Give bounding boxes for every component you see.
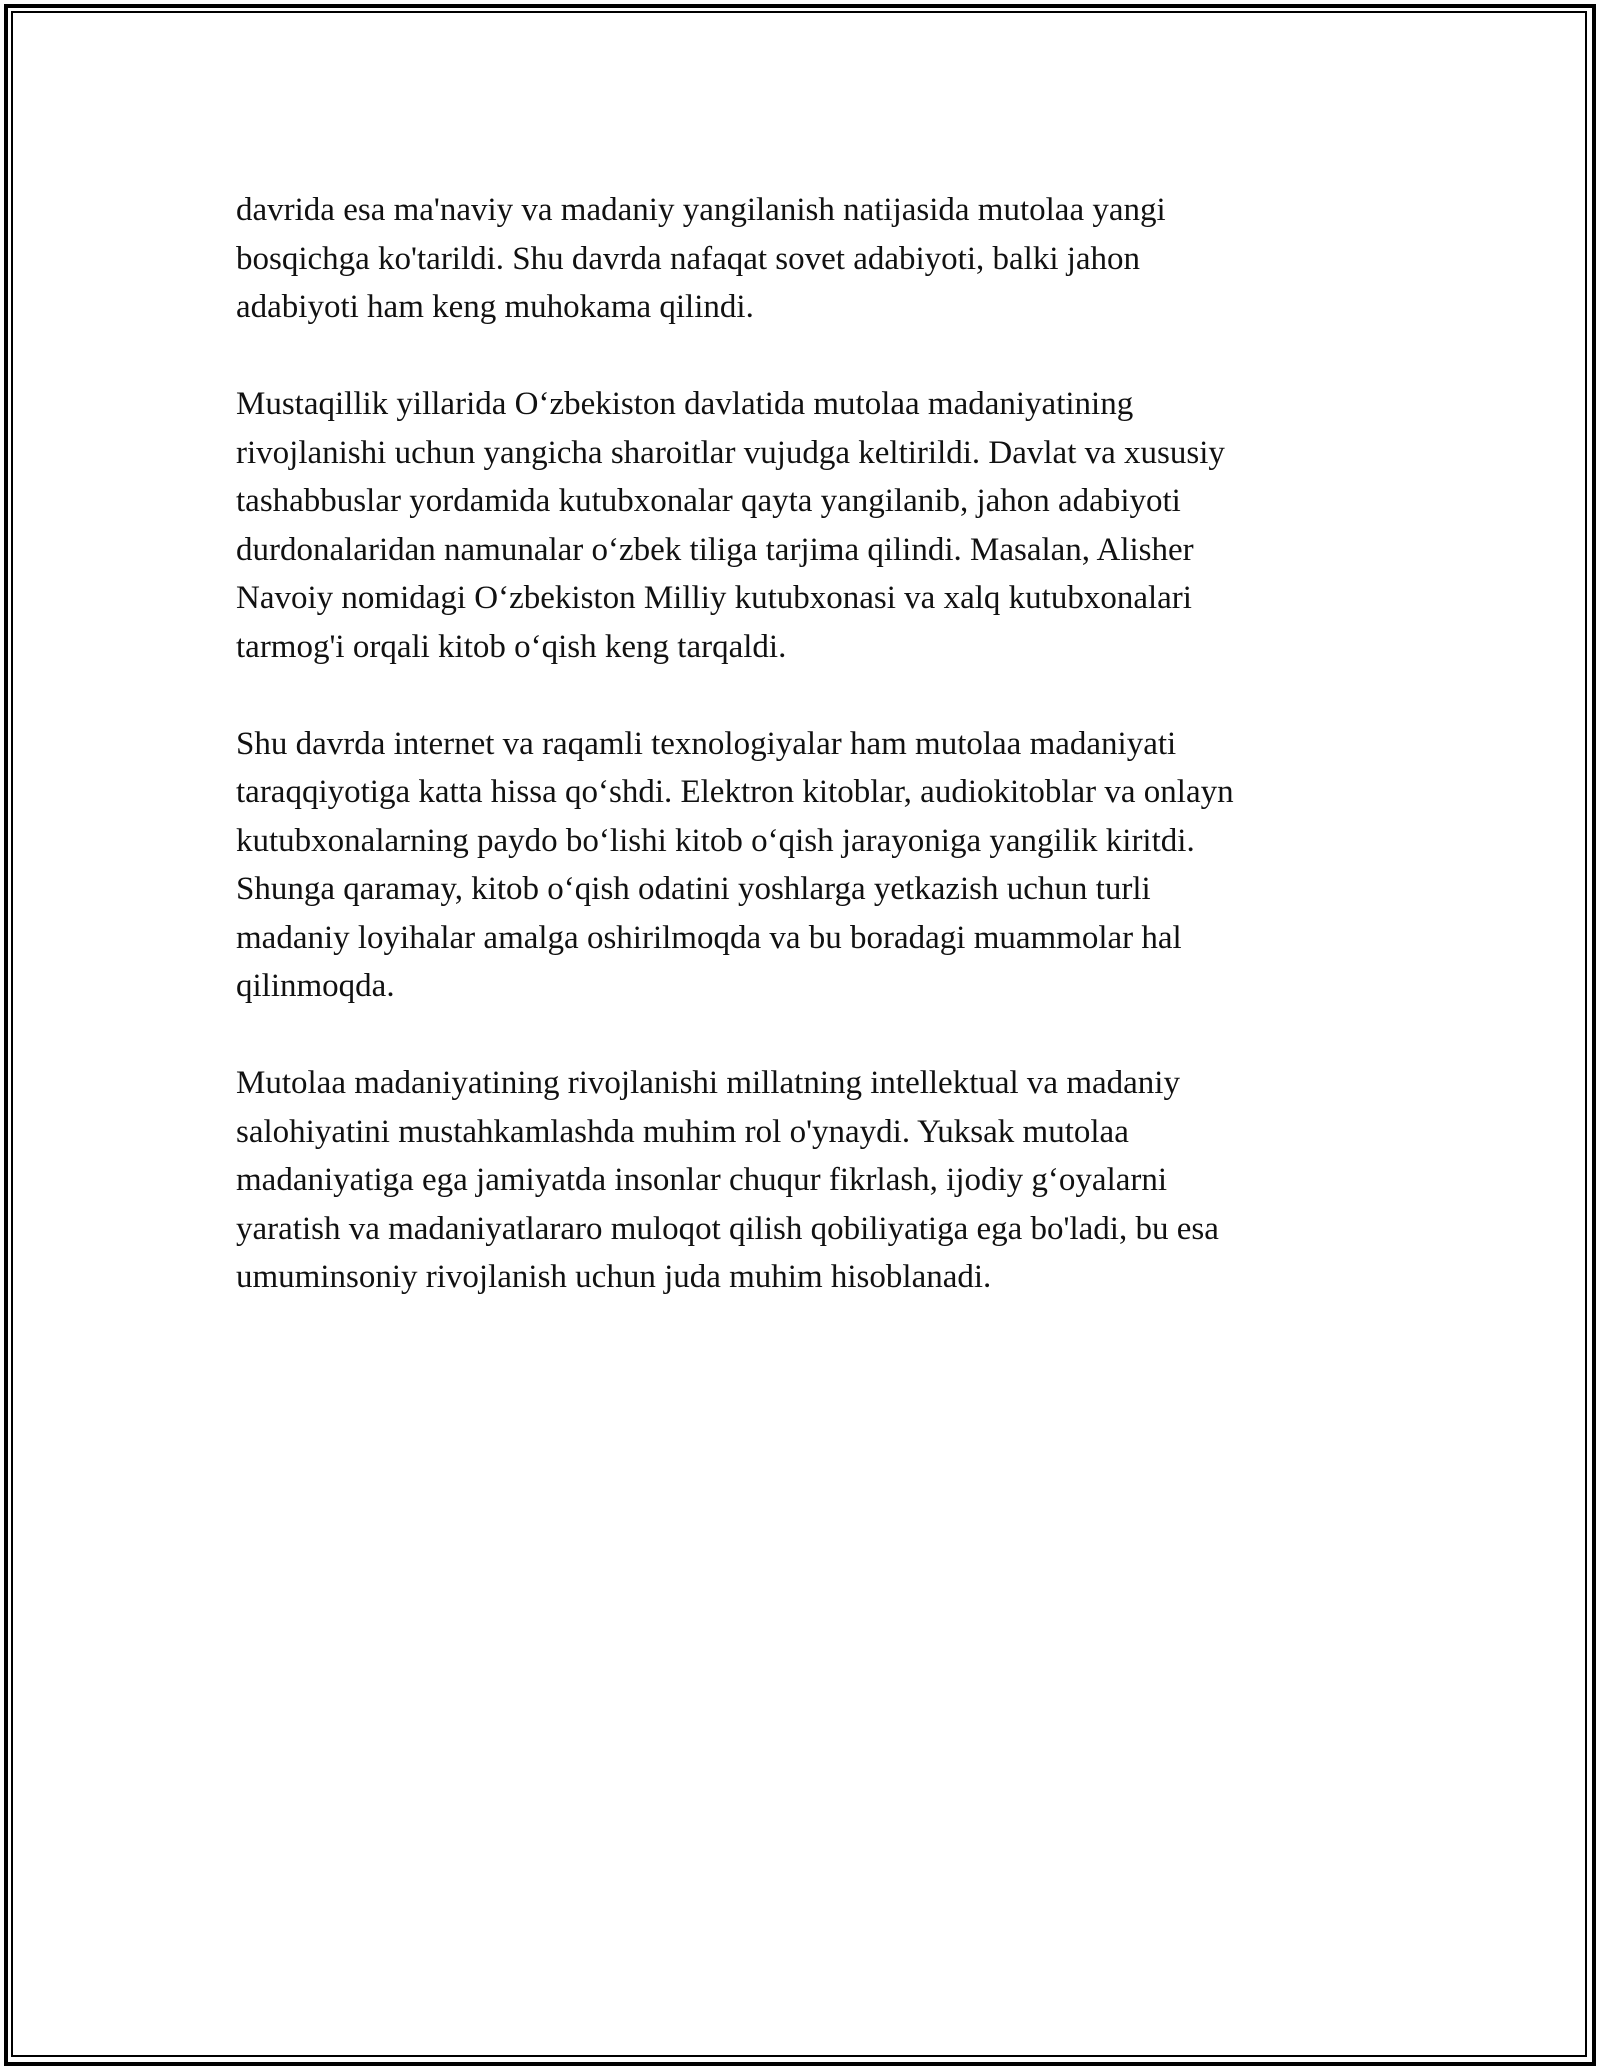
text-line: davrida esa ma'naviy va madaniy yangilanish natijasida mutolaa yangi (236, 192, 1166, 228)
text-line: umuminsoniy rivojlanish uchun juda muhim hisoblanadi. (236, 1259, 992, 1295)
text-line: tashabbuslar yordamida kutubxonalar qayta yangilanib, jahon adabiyoti (236, 483, 1181, 519)
paragraph-1 (236, 186, 1366, 332)
document-body (236, 186, 1366, 1350)
text-line: Mutolaa madaniyatining rivojlanishi millatning intellektual va madaniy (236, 1065, 1180, 1101)
text-line: madaniy loyihalar amalga oshirilmoqda va bu boradagi muammolar hal (236, 919, 1182, 956)
paragraph-4 (236, 1059, 1366, 1302)
text-line: salohiyatini mustahkamlashda muhim rol o'ynaydi. Yuksak mutolaa (236, 1113, 1129, 1150)
text-line: Shu davrda internet va raqamli texnologiyalar ham mutolaa madaniyati (236, 725, 1177, 762)
paragraph-2 (236, 380, 1366, 671)
text-line: Navoiy nomidagi O‘zbekiston Milliy kutubxonasi va xalq kutubxonalari (236, 580, 1192, 616)
text-line: bosqichga ko'tarildi. Shu davrda nafaqat sovet adabiyoti, balki jahon (236, 240, 1141, 277)
text-line: madaniyatiga ega jamiyatda insonlar chuqur fikrlash, ijodiy g‘oyalarni (236, 1162, 1168, 1198)
text-line: kutubxonalarning paydo bo‘lishi kitob o‘qish jarayoniga yangilik kiritdi. (236, 822, 1195, 859)
text-line: taraqqiyotiga katta hissa qo‘shdi. Elektron kitoblar, audiokitoblar va onlayn (236, 774, 1234, 810)
text-line: tarmog'i orqali kitob o‘qish keng tarqaldi. (236, 628, 787, 665)
text-line: rivojlanishi uchun yangicha sharoitlar vujudga keltirildi. Davlat va xususiy (236, 434, 1225, 471)
text-line: yaratish va madaniyatlararo muloqot qilish qobiliyatiga ega bo'ladi, bu esa (236, 1210, 1219, 1247)
text-line: qilinmoqda. (236, 968, 395, 1004)
text-line: Shunga qaramay, kitob o‘qish odatini yoshlarga yetkazish uchun turli (236, 871, 1151, 907)
paragraph-3 (236, 720, 1366, 1011)
text-line: adabiyoti ham keng muhokama qilindi. (236, 289, 754, 325)
text-line: durdonalaridan namunalar o‘zbek tiliga tarjima qilindi. Masalan, Alisher (236, 531, 1194, 568)
text-line: Mustaqillik yillarida O‘zbekiston davlatida mutolaa madaniyatining (236, 386, 1134, 422)
